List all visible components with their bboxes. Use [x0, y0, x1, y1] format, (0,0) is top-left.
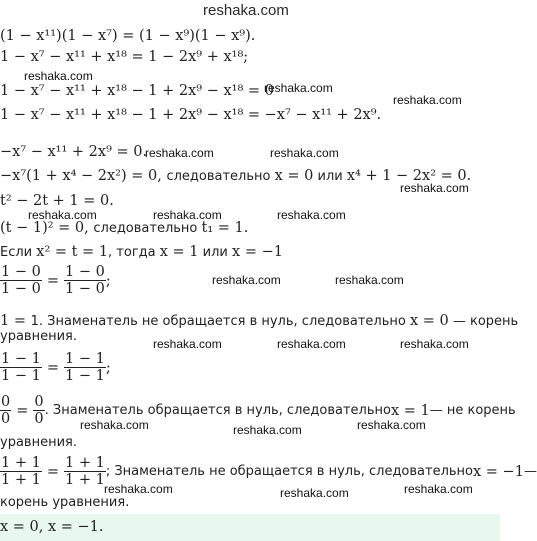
- numerator: 1 − 1: [64, 351, 105, 367]
- denominator: 1 − 0: [1, 281, 41, 297]
- root-x1: x = 1: [390, 402, 430, 419]
- watermark: reshaka.com: [280, 486, 349, 500]
- watermark: reshaka.com: [145, 146, 214, 160]
- watermark: reshaka.com: [104, 482, 173, 496]
- numerator: 1 − 0: [1, 264, 41, 280]
- watermark: reshaka.com: [80, 418, 149, 432]
- check-fraction-4: $\frac{1 + 1}{1 + 1}$ = $\frac{1 + 1}{1 + 1}$ ; Знаменатель не обращается в нуль, следовательно x = −1 —: [1, 455, 537, 488]
- equation-line-2: 1 − x⁷ − x¹¹ + x¹⁸ = 1 − 2x⁹ + x¹⁸;: [0, 49, 249, 65]
- watermark: reshaka.com: [404, 482, 473, 496]
- text-or: или: [198, 245, 233, 260]
- denominator: 0: [1, 411, 11, 427]
- denominator: 0: [34, 411, 44, 427]
- equation-line-9: [0, 243, 283, 262]
- root-x1: x = 1: [159, 244, 199, 260]
- watermark: reshaka.com: [153, 208, 222, 222]
- substitution: x² = t = 1: [36, 244, 109, 260]
- check-fraction-3: $\frac{0}{0}$ = $\frac{0}{0}$ . Знаменатель обращается в нуль, следовательно x = 1 — не корень: [1, 394, 516, 427]
- conclusion-text: . Знаменатель обращается в нуль, следовательно: [44, 403, 391, 418]
- watermark: reshaka.com: [335, 273, 404, 287]
- watermark: reshaka.com: [400, 337, 469, 351]
- equation-line-5: −x⁷ − x¹¹ + 2x⁹ = 0.: [0, 144, 148, 160]
- check-1-conclusion: [0, 312, 518, 331]
- answer-bar: [0, 514, 500, 541]
- watermark: reshaka.com: [277, 337, 346, 351]
- denominator: 1 − 1: [64, 368, 105, 384]
- watermark: reshaka.com: [270, 146, 339, 160]
- conclusion-text: 1. Знаменатель не обращается в нуль, следовательно: [30, 314, 410, 329]
- one-equals: 1 =: [0, 313, 31, 329]
- check-fraction-1: $\frac{1 - 0}{1 - 0}$ = $\frac{1 - 0}{1 - 0}$ ;: [1, 264, 111, 297]
- root-x0: x = 0: [274, 168, 314, 184]
- factor-expression: −x⁷(1 + x⁴ − 2x²) = 0,: [0, 168, 167, 184]
- root-xneg1: x = −1: [232, 244, 283, 260]
- numerator: 1 − 1: [1, 351, 41, 367]
- semicolon: ;: [105, 272, 111, 289]
- watermark: reshaka.com: [264, 81, 333, 95]
- text-therefore: следовательно: [166, 169, 275, 184]
- watermark-top: reshaka.com: [203, 2, 289, 19]
- watermark: reshaka.com: [212, 273, 281, 287]
- denominator: 1 + 1: [64, 472, 105, 488]
- text-then: , тогда: [108, 245, 160, 260]
- root-word: корень уравнения.: [0, 495, 130, 510]
- denominator: 1 − 0: [64, 281, 105, 297]
- root-x0: x = 0: [409, 313, 449, 329]
- text-not-root: — не корень: [429, 403, 516, 418]
- watermark: reshaka.com: [357, 418, 426, 432]
- numerator: 0: [1, 394, 11, 410]
- text-dash: —: [523, 464, 537, 479]
- denominator: 1 − 1: [1, 368, 41, 384]
- text-or: или: [313, 169, 347, 184]
- numerator: 1 + 1: [64, 455, 105, 471]
- square-expression: (t − 1)² = 0,: [0, 220, 94, 236]
- semicolon: ;: [105, 359, 111, 376]
- watermark: reshaka.com: [153, 337, 222, 351]
- text-is-root: — корень: [448, 314, 519, 329]
- equation-line-8: [0, 219, 248, 238]
- equation-line-4: 1 − x⁷ − x¹¹ + x¹⁸ − 1 + 2x⁹ − x¹⁸ = −x⁷ − x¹¹ + 2x⁹.: [0, 107, 382, 123]
- answer-text: x = 0, x = −1.: [0, 519, 104, 535]
- text-therefore: следовательно: [93, 221, 202, 236]
- equation-line-7: t² − 2t + 1 = 0.: [0, 193, 114, 209]
- watermark: reshaka.com: [233, 423, 302, 437]
- equation-word: уравнения.: [0, 329, 77, 344]
- check-fraction-2: $\frac{1 - 1}{1 - 1}$ = $\frac{1 - 1}{1 - 1}$ ;: [1, 351, 111, 384]
- watermark: reshaka.com: [400, 181, 469, 195]
- denominator: 1 + 1: [1, 472, 41, 488]
- quartic-equation: x⁴ + 1 − 2x² = 0.: [346, 168, 472, 184]
- watermark: reshaka.com: [277, 208, 346, 222]
- numerator: 0: [34, 394, 44, 410]
- equation-line-1: (1 − x¹¹)(1 − x⁷) = (1 − x⁹)(1 − x⁹).: [0, 28, 256, 44]
- watermark: reshaka.com: [24, 69, 93, 83]
- numerator: 1 − 0: [64, 264, 105, 280]
- watermark: reshaka.com: [393, 93, 462, 107]
- numerator: 1 + 1: [1, 455, 41, 471]
- text-if: Если: [0, 245, 37, 260]
- root-t1: t₁ = 1.: [201, 220, 249, 236]
- watermark: reshaka.com: [28, 208, 97, 222]
- conclusion-text: ; Знаменатель не обращается в нуль, следовательно: [105, 464, 474, 479]
- root-xneg1: x = −1: [473, 463, 524, 480]
- equation-line-3: 1 − x⁷ − x¹¹ + x¹⁸ − 1 + 2x⁹ − x¹⁸ = 0: [0, 83, 274, 99]
- equation-word: уравнения.: [0, 435, 77, 450]
